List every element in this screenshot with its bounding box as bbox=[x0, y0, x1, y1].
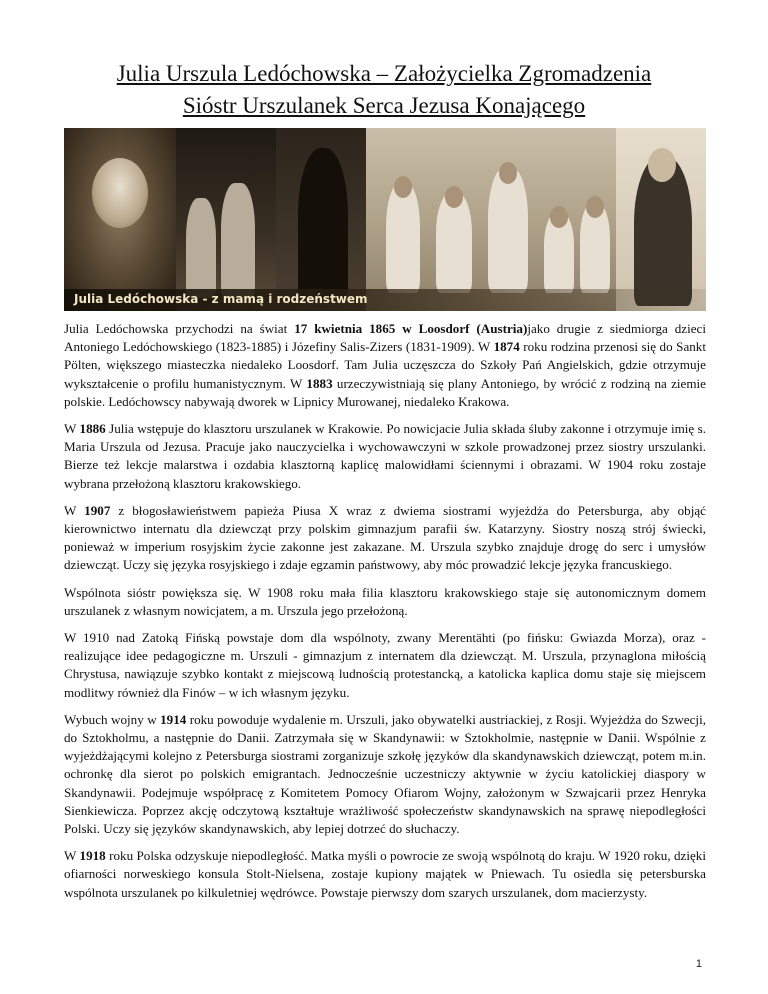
photo-caption: Julia Ledóchowska - z mamą i rodzeństwem bbox=[74, 292, 368, 306]
portrait-photo bbox=[64, 128, 176, 311]
paragraph: Wybuch wojny w 1914 roku powoduje wydalenie m. Urszuli, jako obywatelki austriackiej, z Rosji. Wyjeżdża do Szwecji, do Sztokholmu, a następnie do Danii. Zatrzymała się w Skandynawii: w Sztokholmie, następnie w Danii. Wspólnie z wyjeżdżającymi kolejno z Petersburga siostrami zorganizuje szkołę języków dla skandynawskich dziewcząt, potem m.in. ochronkę dla sierot po polskich emigrantach. Jednocześnie uczestniczy aktywnie w życiu katolickiej diaspory w Skandynawii. Podejmuje współpracę z Komitetem Pomocy Ofiarom Wojny, założonym w Szwajcarii przez Henryka Sienkiewicza. Poprzez akcję odczytową kształtuje wrażliwość społeczeństw skandynawskich na sprawę niepodległości Polski. Uczy się języków skandynawskich, aby lepiej dotrzeć do słuchaczy. bbox=[64, 711, 706, 837]
paragraph: Julia Ledóchowska przychodzi na świat 17 kwietnia 1865 w Loosdorf (Austria)jako drugie z siedmiorga dzieci Antoniego Ledóchowskiego (1823-1885) i Józefiny Salis-Zizers (1831-1909). W 1874 roku rodzina przenosi się do Sankt Pölten, większego miasteczka niedaleko Loosdorf. Tam Julia uczęszcza do Szkoły Pań Angielskich, gdzie otrzymuje wykształcenie o profilu humanistycznym. W 1883 urzeczywistniają się plany Antoniego, by wrócić z rodziną na ziemie polskie. Ledóchowscy nabywają dworek w Lipnicy Murowanej, niedaleko Krakowa. bbox=[64, 321, 706, 409]
mother-photo bbox=[276, 128, 366, 311]
page-title bbox=[0, 58, 768, 122]
family-photo-banner bbox=[64, 128, 706, 311]
paragraph: Wspólnota sióstr powiększa się. W 1908 roku mała filia klasztoru krakowskiego staje się autonomicznym domem urszulanek z własnym nowicjatem, a m. Urszula jego przełożoną. bbox=[64, 584, 706, 618]
young-woman-photo bbox=[616, 128, 706, 311]
paragraph: W 1907 z błogosławieństwem papieża Piusa X wraz z dwiema siostrami wyjeżdża do Petersburga, aby objąć kierownictwo internatu dla dziewcząt przy polskim gimnazjum parafii św. Katarzyny. Siostry noszą strój świecki, ponieważ w imperium rosyjskim życie zakonne jest zakazane. M. Urszula szybko znajduje drogę do serc i umysłów dziewcząt. Uczy się języka rosyjskiego i zdaje egzamin państwowy, aby móc prowadzić lekcje języka francuskiego. bbox=[64, 502, 706, 573]
article-body bbox=[64, 320, 706, 911]
title-line-2: Sióstr Urszulanek Serca Jezusa Konającego bbox=[182, 93, 586, 118]
siblings-photo bbox=[366, 128, 616, 311]
page-number: 1 bbox=[695, 958, 702, 970]
paragraph: W 1886 Julia wstępuje do klasztoru urszulanek w Krakowie. Po nowicjacie Julia składa śluby zakonne i otrzymuje imię s. Maria Urszula od Jezusa. Pracuje jako nauczycielka i wychowawczyni w szkole prowadzonej przez siostry urszulanki. Bierze też lekcje malarstwa i ozdabia klasztorną kaplicę malowidłami ściennymi i obrazami. W 1904 roku zostaje wybrana przełożoną klasztoru krakowskiego. bbox=[64, 421, 706, 491]
children-photo bbox=[176, 128, 276, 311]
paragraph: W 1910 nad Zatoką Fińską powstaje dom dla wspólnoty, zwany Merentähti (po fińsku: Gwiazda Morza), oraz - realizujące idee pedagogiczne m. Urszuli - gimnazjum z internatem dla dziewcząt. M. Urszula, przynaglona miłością Chrystusa, nawiązuje szybko kontakt z miejscową ludnością protestancką, a katolicka kaplica domu staje się miejscem modlitwy również dla Finów – w ich własnym języku. bbox=[64, 630, 706, 700]
title-line-1: Julia Urszula Ledóchowska – Założycielka Zgromadzenia bbox=[116, 61, 652, 86]
paragraph: W 1918 roku Polska odzyskuje niepodległość. Matka myśli o powrocie ze swoją wspólnotą do kraju. W 1920 roku, dzięki ofiarności norweskiego konsula Stolt-Nielsena, zostaje kupiony majątek w Pniewach. Tu osiedla się petersburska wspólnota urszulanek po kilkuletniej wędrówce. Powstaje pierwszy dom szarych urszulanek, dom macierzysty. bbox=[64, 848, 706, 900]
photo-caption-bar bbox=[64, 289, 706, 311]
